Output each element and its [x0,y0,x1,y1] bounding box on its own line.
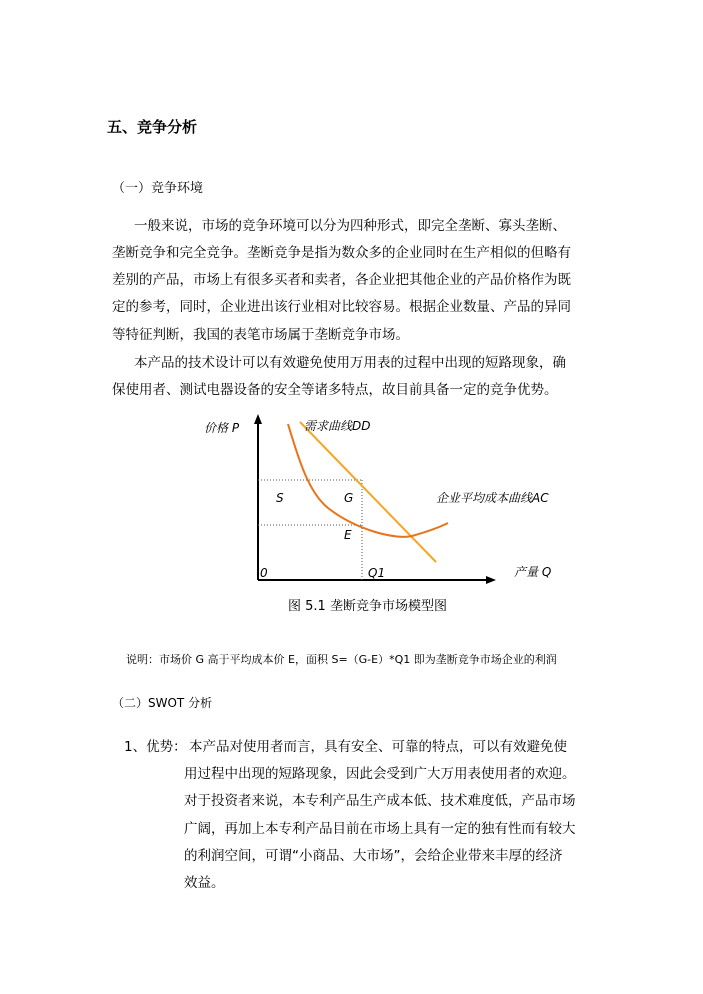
figure-note: 说明：市场价 G 高于平均成本价 E，面积 S=（G-E）*Q1 即为垄断竞争市场企业的利润 [126,653,557,666]
label-e: E [344,528,352,542]
origin-label: 0 [260,566,268,580]
swot-line: 对于投资者来说，本专利产品生产成本低、技术难度低，产品市场 [184,793,576,809]
paragraph-line: 一般来说，市场的竞争环境可以分为四种形式，即完全垄断、寡头垄断、 [134,218,566,234]
label-g: G [344,491,354,505]
paragraph-line: 垄断竞争和完全竞争。垄断竞争是指为数众多的企业同时在生产相似的但略有 [112,245,571,261]
subsection-swot: （二）SWOT 分析 [112,696,213,710]
monopolistic-competition-chart [196,412,586,592]
swot-line: 本产品对使用者而言，具有安全、可靠的特点，可以有效避免使 [189,739,567,755]
swot-item-label: 1、优势： [124,739,187,755]
swot-line: 的利润空间，可谓“小商品、大市场”，会给企业带来丰厚的经济 [184,848,563,864]
paragraph-line: 保使用者、测试电器设备的安全等诸多特点，故目前具备一定的竞争优势。 [112,382,558,398]
paragraph-line: 本产品的技术设计可以有效避免使用万用表的过程中出现的短路现象，确 [134,355,566,371]
label-q1: Q1 [368,566,386,580]
y-axis-arrow [254,414,262,424]
paragraph-line: 等特征判断，我国的表笔市场属于垄断竞争市场。 [112,327,409,343]
figure-caption: 图 5.1 垄断竞争市场模型图 [288,599,447,614]
section-title: 五、竞争分析 [107,118,198,136]
ac-curve-label: 企业平均成本曲线AC [436,491,549,505]
paragraph-line: 定的参考，同时，企业进出该行业相对比较容易。根据企业数量、产品的异同 [112,299,571,315]
x-axis-arrow [486,576,496,584]
demand-curve-label: 需求曲线DD [304,419,371,433]
swot-line: 广阔，再加上本专利产品目前在市场上具有一定的独有性而有较大 [184,821,576,837]
paragraph-line: 差别的产品，市场上有很多买者和卖者，各企业把其他企业的产品价格作为既 [112,272,571,288]
swot-line: 效益。 [184,875,225,891]
subsection-competition-environment: （一）竞争环境 [112,181,204,196]
x-axis-label: 产量 Q [514,565,552,579]
demand-curve [300,422,436,562]
y-axis-label: 价格 P [204,421,240,435]
swot-line: 用过程中出现的短路现象，因此会受到广大万用表使用者的欢迎。 [184,766,576,782]
chart-svg [196,412,586,592]
label-s: S [276,491,284,505]
